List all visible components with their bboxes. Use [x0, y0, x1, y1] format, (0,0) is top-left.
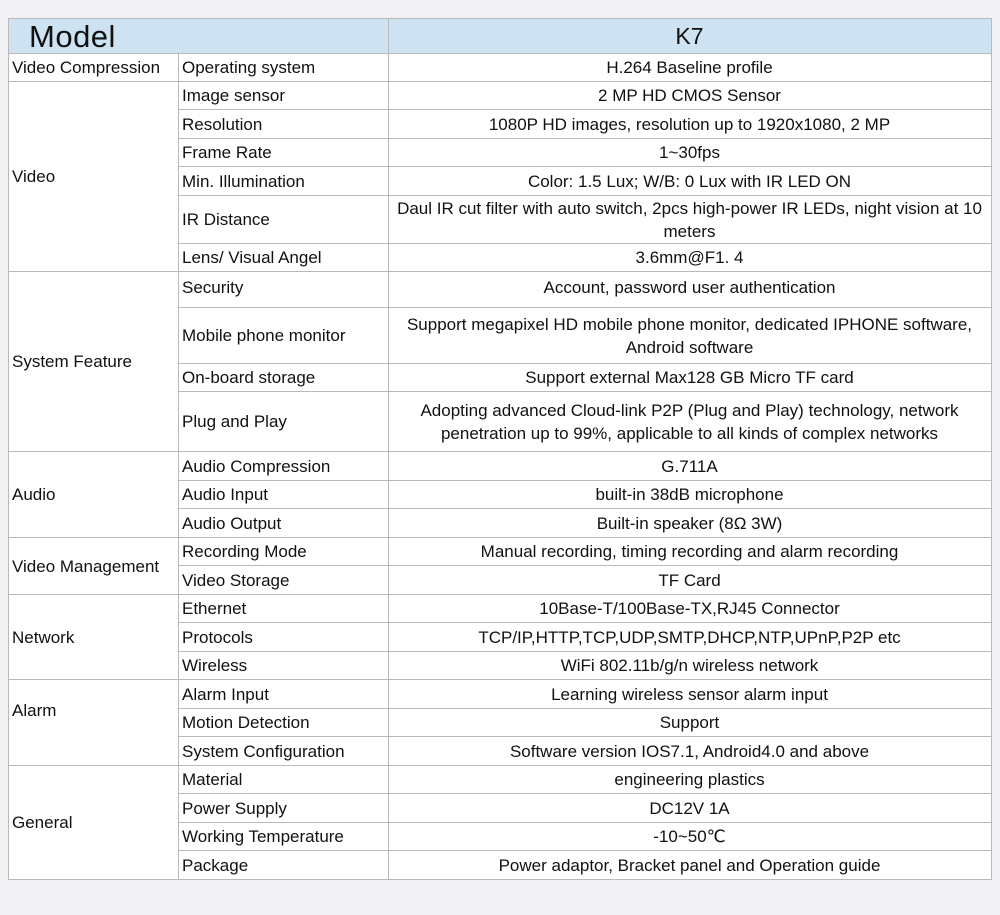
- feature-value: TF Card: [389, 566, 992, 595]
- feature-label: Recording Mode: [179, 538, 389, 566]
- feature-value: Learning wireless sensor alarm input: [389, 680, 992, 709]
- feature-value: DC12V 1A: [389, 794, 992, 823]
- table-row: [9, 538, 992, 566]
- table-row: [9, 766, 992, 794]
- feature-value: 1080P HD images, resolution up to 1920x1080, 2 MP: [389, 110, 992, 139]
- feature-label: Alarm Input: [179, 680, 389, 709]
- feature-value: Color: 1.5 Lux; W/B: 0 Lux with IR LED ON: [389, 167, 992, 196]
- feature-value: H.264 Baseline profile: [389, 54, 992, 82]
- feature-label: Power Supply: [179, 794, 389, 823]
- feature-value: 2 MP HD CMOS Sensor: [389, 82, 992, 110]
- feature-label: IR Distance: [179, 196, 389, 244]
- feature-value: 10Base-T/100Base-TX,RJ45 Connector: [389, 595, 992, 623]
- feature-label: Motion Detection: [179, 709, 389, 737]
- feature-value: Built-in speaker (8Ω 3W): [389, 509, 992, 538]
- model-label: Model: [9, 19, 389, 54]
- group-network: Network: [9, 595, 179, 680]
- feature-label: Ethernet: [179, 595, 389, 623]
- feature-value: Adopting advanced Cloud-link P2P (Plug and Play) technology, network penetration up to 99%, applicable to all kinds of complex networks: [389, 392, 992, 452]
- feature-value: -10~50℃: [389, 823, 992, 851]
- feature-value: G.711A: [389, 452, 992, 481]
- feature-label: Resolution: [179, 110, 389, 139]
- group-video: Video: [9, 82, 179, 272]
- spec-sheet: [8, 18, 991, 880]
- table-header-row: [9, 19, 992, 54]
- feature-value: Power adaptor, Bracket panel and Operation guide: [389, 851, 992, 880]
- feature-label: Video Storage: [179, 566, 389, 595]
- feature-label: On-board storage: [179, 364, 389, 392]
- feature-label: Min. Illumination: [179, 167, 389, 196]
- table-row: [9, 452, 992, 481]
- feature-value: 1~30fps: [389, 139, 992, 167]
- table-row: [9, 680, 992, 709]
- feature-value: Support external Max128 GB Micro TF card: [389, 364, 992, 392]
- table-row: [9, 272, 992, 308]
- feature-label: Wireless: [179, 652, 389, 680]
- group-general: General: [9, 766, 179, 880]
- feature-value: Support: [389, 709, 992, 737]
- feature-label: Mobile phone monitor: [179, 308, 389, 364]
- feature-label: Frame Rate: [179, 139, 389, 167]
- feature-label: System Configuration: [179, 737, 389, 766]
- feature-value: built-in 38dB microphone: [389, 481, 992, 509]
- feature-value: TCP/IP,HTTP,TCP,UDP,SMTP,DHCP,NTP,UPnP,P2P etc: [389, 623, 992, 652]
- table-row: [9, 82, 992, 110]
- feature-label: Plug and Play: [179, 392, 389, 452]
- feature-label: Audio Output: [179, 509, 389, 538]
- feature-label: Security: [179, 272, 389, 308]
- feature-value: 3.6mm@F1. 4: [389, 244, 992, 272]
- feature-value: WiFi 802.11b/g/n wireless network: [389, 652, 992, 680]
- feature-label: Operating system: [179, 54, 389, 82]
- feature-label: Material: [179, 766, 389, 794]
- feature-value: Software version IOS7.1, Android4.0 and above: [389, 737, 992, 766]
- feature-value: Account, password user authentication: [389, 272, 992, 308]
- feature-label: Lens/ Visual Angel: [179, 244, 389, 272]
- feature-label: Audio Input: [179, 481, 389, 509]
- feature-value: engineering plastics: [389, 766, 992, 794]
- group-alarm: Alarm: [9, 680, 179, 766]
- feature-value: Support megapixel HD mobile phone monitor, dedicated IPHONE software, Android software: [389, 308, 992, 364]
- feature-label: Package: [179, 851, 389, 880]
- model-value: K7: [389, 19, 992, 54]
- feature-value: Manual recording, timing recording and alarm recording: [389, 538, 992, 566]
- feature-label: Image sensor: [179, 82, 389, 110]
- table-row: [9, 595, 992, 623]
- group-audio: Audio: [9, 452, 179, 538]
- table-row: [9, 54, 992, 82]
- spec-table: [8, 18, 992, 880]
- feature-label: Working Temperature: [179, 823, 389, 851]
- group-video-compression: Video Compression: [9, 54, 179, 82]
- feature-value: Daul IR cut filter with auto switch, 2pcs high-power IR LEDs, night vision at 10 meters: [389, 196, 992, 244]
- group-video-management: Video Management: [9, 538, 179, 595]
- feature-label: Audio Compression: [179, 452, 389, 481]
- feature-label: Protocols: [179, 623, 389, 652]
- group-system-feature: System Feature: [9, 272, 179, 452]
